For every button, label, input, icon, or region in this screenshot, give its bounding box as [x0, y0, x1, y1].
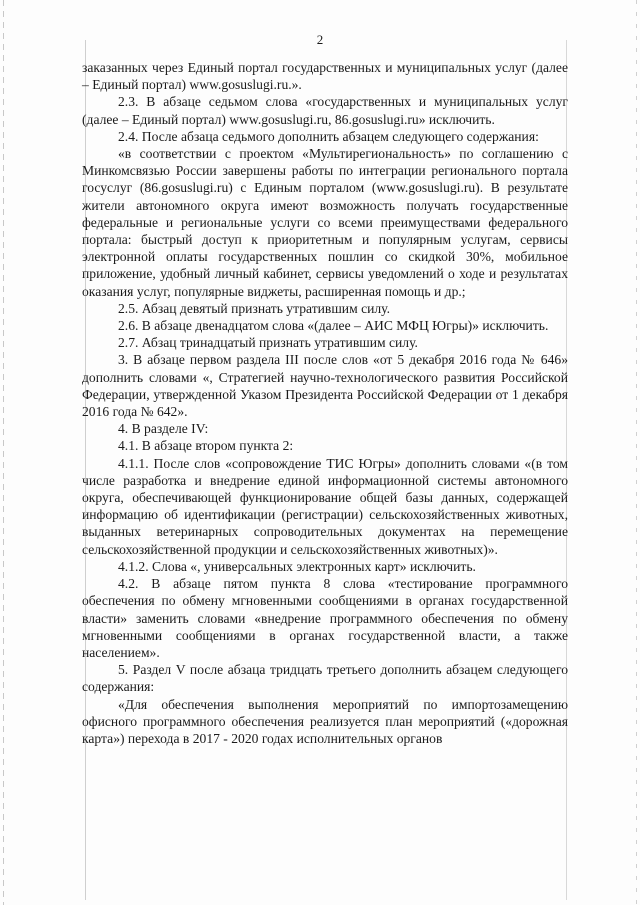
paragraph: 2.6. В абзаце двенадцатом слова «(далее – АИС МФЦ Югры)» исключить. — [118, 318, 549, 334]
paragraph: 3. В абзаце первом раздела III после слов «от 5 декабря 2016 года № 646» дополнить словами «, Стратегией научно-технологического развития Российской Федерации, утвержденной Указом Президента Российской Федерации от 1 декабря 2016 года № 642». — [82, 352, 568, 420]
paragraph: 4.2. В абзаце пятом пункта 8 слова «тестирование программного обеспечения по обмену мгновенными сообщениями в органах государственной власти» заменить словами «внедрение программного обеспечения по обмену мгновенными сообщениями в органах государственной власти, а также населением». — [82, 576, 568, 660]
paragraph: 4.1.1. После слов «сопровождение ТИС Югры» дополнить словами «(в том числе разработка и внедрение единой информационной системы автономного округа, обеспечивающей функционирование общей базы данных, содержащей информацию об идентификации (регистрации) сельскохозяйственных животных, выданных ветеринарных сопроводительных документах на перемещение сельскохозяйственной продукции и сельскохозяйственных животных)». — [82, 455, 568, 557]
paragraph: 2.5. Абзац девятый признать утратившим силу. — [118, 300, 390, 316]
page-number: 2 — [316, 32, 324, 47]
document-body — [82, 59, 568, 747]
paragraph: «Для обеспечения выполнения мероприятий по импортозамещению офисного программного обеспечения реализуется план мероприятий («дорожная карта») перехода в 2017 - 2020 годах исполнительных органов — [82, 696, 568, 746]
paragraph: 2.4. После абзаца седьмого дополнить абзацем следующего содержания: — [118, 128, 539, 144]
paragraph: заказанных через Единый портал государственных и муниципальных услуг (далее – Единый портал) www.gosuslugi.ru.». — [82, 60, 568, 93]
paragraph: «в соответствии с проектом «Мультирегиональность» по соглашению с Минкомсвязью России завершены работы по интеграции регионального портала госуслуг (86.gosuslugi.ru) с Единым порталом (www.gosuslugi.ru). В результате жители автономного округа имеют возможность получать государственные федеральные и региональные услуги со всеми преимуществами федерального портала: быстрый доступ к приоритетным и популярным услугам, сервисы электронной оплаты государственных пошлин со скидкой 30%, мобильное приложение, удобный личный кабинет, сервисы уведомлений о ходе и результатах оказания услуг, популярные виджеты, расширенная помощь и др.; — [82, 146, 568, 299]
paragraph: 2.7. Абзац тринадцатый признать утратившим силу. — [118, 335, 418, 351]
paragraph: 2.3. В абзаце седьмом слова «государственных и муниципальных услуг (далее – Единый портал) www.gosuslugi.ru, 86.gosuslugi.ru» исключить. — [82, 94, 568, 127]
paragraph: 4.1. В абзаце втором пункта 2: — [118, 438, 294, 454]
scan-left-edge — [3, 0, 4, 905]
paragraph: 4. В разделе IV: — [118, 421, 209, 437]
scan-right-edge — [636, 0, 637, 905]
paragraph: 4.1.2. Слова «, универсальных электронных карт» исключить. — [118, 558, 476, 574]
paragraph: 5. Раздел V после абзаца тридцать третьего дополнить абзацем следующего содержания: — [82, 662, 568, 695]
